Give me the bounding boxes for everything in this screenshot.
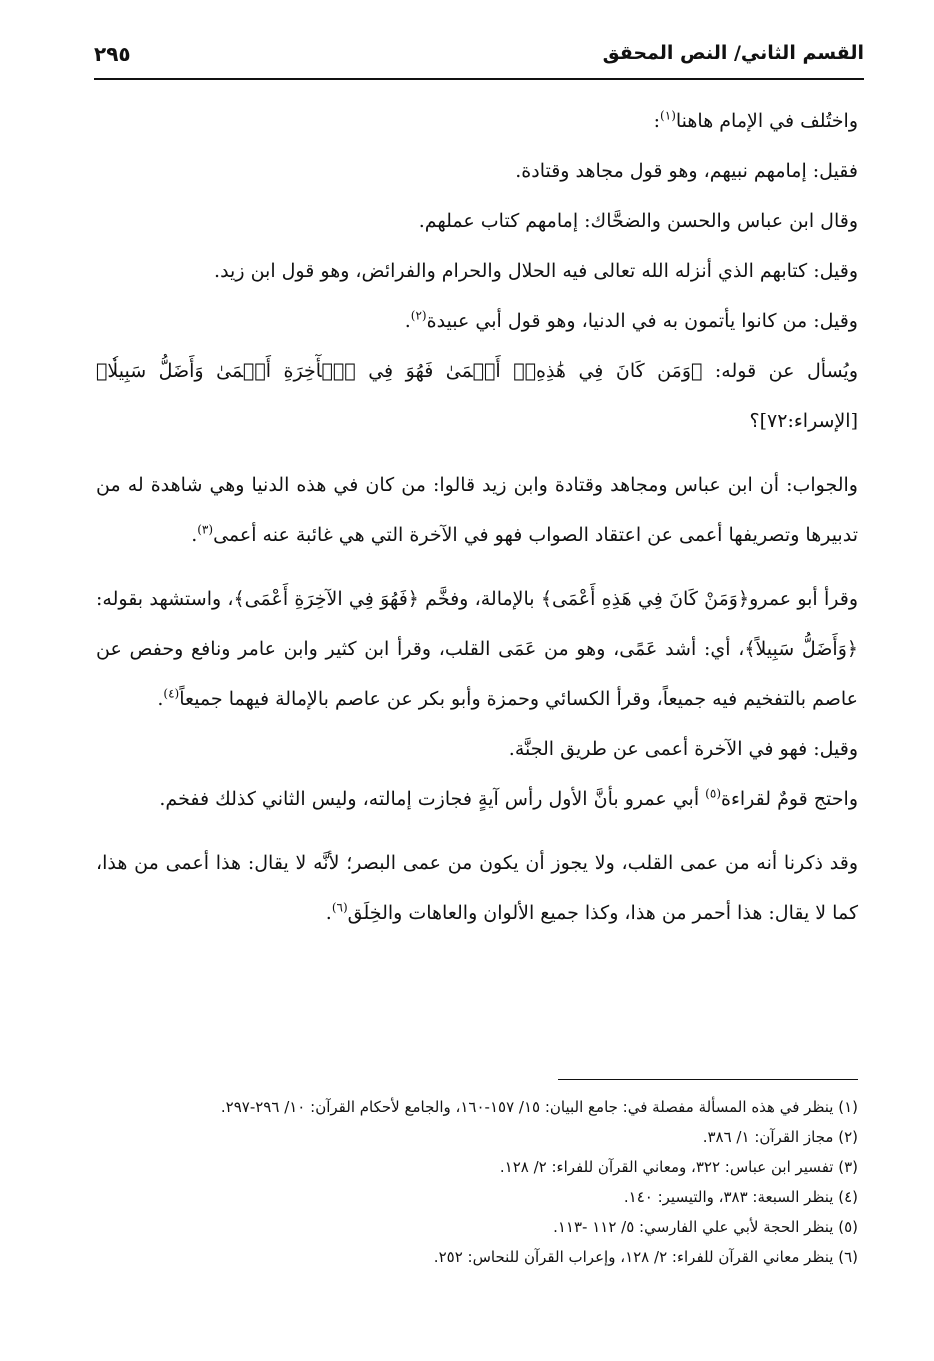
footnote-ref: (٢) bbox=[410, 308, 427, 323]
paragraph: وقال ابن عباس والحسن والضحَّاك: إمامهم كتاب عملهم. bbox=[418, 210, 858, 232]
paragraph: واحتج قومٌ لقراءة$^{(٥)}$ أبي عمرو بأنَّ الأول رأس آيةٍ فجازت إمالته، وليس الثاني كذلك ففخم. bbox=[159, 786, 858, 810]
footnote-divider bbox=[558, 1079, 858, 1080]
paragraph: وقرأ أبو عمرو﴿وَمَنْ كَانَ فِي هَذِهِ أَعْمَى﴾ بالإمالة، وفخَّم ﴿فَهُوَ فِي الآخِرَةِ أَعْمَى﴾، واستشهد بقوله: ﴿وَأَضَلُّ سَبِيلاً﴾، أي: أشد عَمًى، وهو من عَمَى القلب، وقرأ ابن كثير وابن عامر ونافع وحفص عن عاصم بالتفخيم فيه جميعاً، وقرأ الكسائي وحمزة وأبو بكر عن عاصم بالإمالة فيهما جميعاً$^{(٤)}$. bbox=[96, 588, 858, 710]
footnote: (٤) ينظر السبعة: ٣٨٣، والتيسير: ١٤٠. bbox=[623, 1188, 858, 1206]
footnote-ref: (٥) bbox=[705, 786, 721, 801]
header-divider bbox=[94, 78, 864, 80]
page-number: ٢٩٥ bbox=[94, 42, 131, 66]
section-title: القسم الثاني/ النص المحقق bbox=[602, 42, 864, 64]
footnote: (٣) تفسير ابن عباس: ٣٢٢، ومعاني القرآن للفراء: ٢/ ١٢٨. bbox=[499, 1158, 858, 1176]
paragraph: والجواب: أن ابن عباس ومجاهد وقتادة وابن زيد قالوا: من كان في هذه الدنيا وهي شاهدة له من تدبيرها وتصريفها أعمى عن اعتقاد الصواب فهو في الآخرة التي هي غائبة عنه أعمى$^{(٣)}$. bbox=[96, 474, 858, 546]
paragraph: وقيل: كتابهم الذي أنزله الله تعالى فيه الحلال والحرام والفرائض، وهو قول ابن زيد. bbox=[214, 260, 858, 282]
footnote-ref: (١) bbox=[660, 108, 676, 123]
paragraph: فقيل: إمامهم نبيهم، وهو قول مجاهد وقتادة. bbox=[515, 160, 858, 182]
footnote: (٥) ينظر الحجة لأبي علي الفارسي: ٥/ ١١٢ -١١٣. bbox=[553, 1218, 858, 1236]
paragraph: واختُلف في الإمام هاهنا$^{(١)}$: bbox=[653, 108, 858, 132]
footnote: (٢) مجاز القرآن: ١/ ٣٨٦. bbox=[702, 1128, 858, 1146]
paragraph: وقيل: من كانوا يأتمون به في الدنيا، وهو قول أبي عبيدة$^{(٢)}$. bbox=[404, 308, 858, 332]
footnote: (٦) ينظر معاني القرآن للفراء: ٢/ ١٢٨، وإعراب القرآن للنحاس: ٢٥٢. bbox=[433, 1248, 858, 1266]
footnotes bbox=[96, 1092, 858, 1272]
running-header bbox=[94, 42, 864, 76]
paragraph: ويُسأل عن قوله: ﴿وَمَن كَانَ فِي هَٰذِهِۦٓ أَعۡمَىٰ فَهُوَ فِي ٱلۡأٓخِرَةِ أَعۡمَىٰ وَأَضَلُّ سَبِيلٗا﴾ [الإسراء:٧٢]؟ bbox=[96, 360, 858, 432]
paragraph: وقيل: فهو في الآخرة أعمى عن طريق الجنَّة. bbox=[508, 738, 858, 760]
footnote-ref: (٦) bbox=[331, 900, 348, 915]
main-text bbox=[96, 96, 858, 938]
footnote-ref: (٤) bbox=[163, 686, 180, 701]
footnote-ref: (٣) bbox=[197, 522, 214, 537]
footnote: (١) ينظر في هذه المسألة مفصلة في: جامع البيان: ١٥/ ١٥٧-١٦٠، والجامع لأحكام القرآن: ١٠/ ٢٩٦-٢٩٧. bbox=[220, 1098, 858, 1116]
paragraph: وقد ذكرنا أنه من عمى القلب، ولا يجوز أن يكون من عمى البصر؛ لأنَّه لا يقال: هذا أعمى من هذا، كما لا يقال: هذا أحمر من هذا، وكذا جميع الألوان والعاهات والخِلَق$^{(٦)}$. bbox=[96, 852, 858, 924]
